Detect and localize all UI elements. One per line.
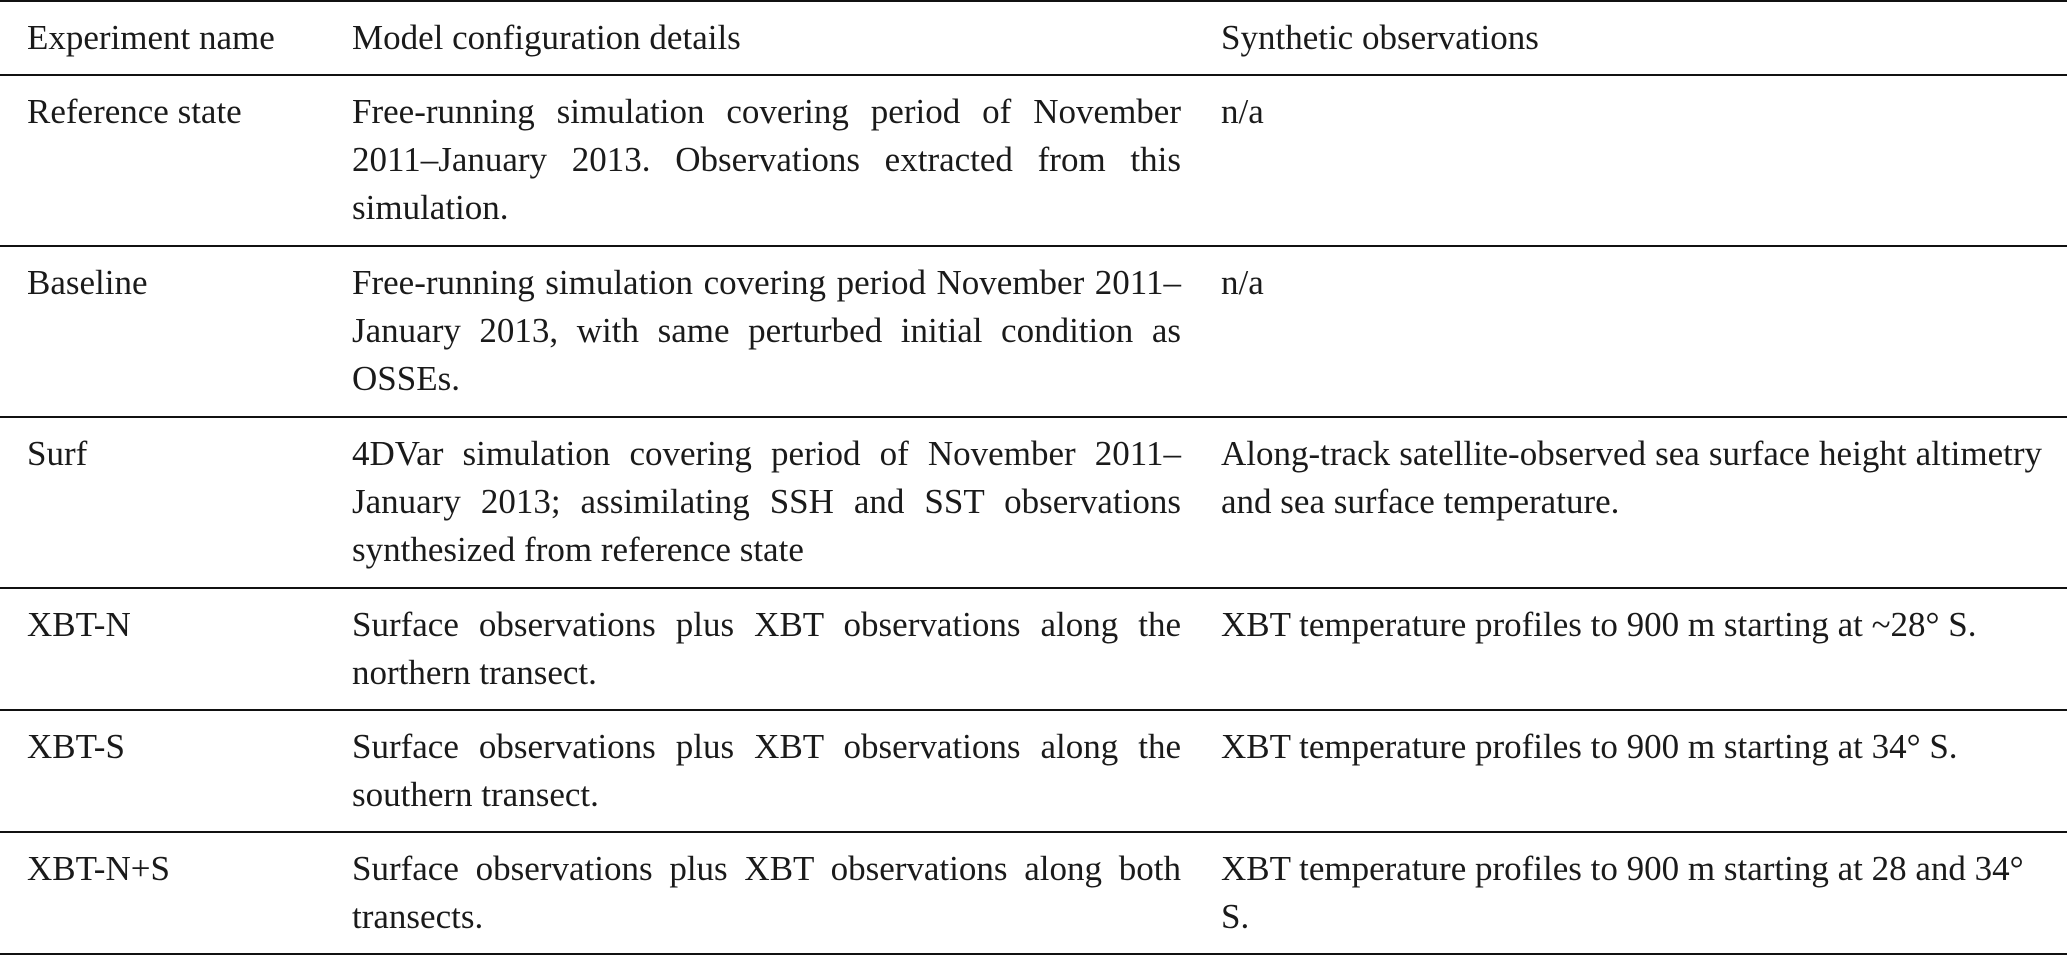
config-cell [352, 710, 1221, 832]
experiment-name-cell [0, 832, 352, 954]
config-text: Free-running simulation covering period November 2011–January 2013, with same perturbed initial condition as OSSEs. [352, 263, 1181, 398]
obs-cell [1221, 588, 2067, 710]
header-row [0, 1, 2067, 75]
table-row [0, 75, 2067, 246]
obs-cell [1221, 246, 2067, 417]
config-cell [352, 246, 1221, 417]
experiment-name-cell [0, 417, 352, 588]
experiment-name: XBT-N [27, 605, 131, 644]
config-text: Free-running simulation covering period of November 2011–January 2013. Observations extracted from this simulation. [352, 92, 1181, 227]
obs-text: XBT temperature profiles to 900 m starting at 28 and 34° S. [1221, 849, 2024, 936]
config-text: Surface observations plus XBT observations along the southern transect. [352, 727, 1181, 814]
table-row [0, 832, 2067, 954]
obs-cell [1221, 832, 2067, 954]
experiment-name-cell [0, 75, 352, 246]
obs-cell [1221, 75, 2067, 246]
obs-text: XBT temperature profiles to 900 m starting at 34° S. [1221, 727, 1958, 766]
experiment-name-cell [0, 588, 352, 710]
obs-cell [1221, 417, 2067, 588]
table-row [0, 710, 2067, 832]
obs-text: Along-track satellite-observed sea surface height altimetry and sea surface temperature. [1221, 434, 2042, 521]
experiment-name: XBT-N+S [27, 849, 170, 888]
obs-cell [1221, 710, 2067, 832]
obs-text: n/a [1221, 263, 1264, 302]
config-cell [352, 588, 1221, 710]
config-text: 4DVar simulation covering period of November 2011–January 2013; assimilating SSH and SST observations synthesized from reference state [352, 434, 1181, 569]
table-row [0, 246, 2067, 417]
config-cell [352, 832, 1221, 954]
table-row [0, 417, 2067, 588]
experiment-name: Baseline [27, 263, 148, 302]
obs-text: n/a [1221, 92, 1264, 131]
experiment-name-cell [0, 246, 352, 417]
experiment-name: XBT-S [27, 727, 125, 766]
table-row [0, 588, 2067, 710]
header-synthetic-observations: Synthetic observations [1221, 18, 1539, 57]
experiment-name-cell [0, 710, 352, 832]
header-experiment-name: Experiment name [27, 18, 275, 57]
config-text: Surface observations plus XBT observations along the northern transect. [352, 605, 1181, 692]
config-text: Surface observations plus XBT observations along both transects. [352, 849, 1181, 936]
header-model-configuration: Model configuration details [352, 18, 741, 57]
config-cell [352, 417, 1221, 588]
experiment-name: Surf [27, 434, 88, 473]
table-body [0, 75, 2067, 954]
obs-text: XBT temperature profiles to 900 m starting at ~28° S. [1221, 605, 1977, 644]
experiment-name: Reference state [27, 92, 242, 131]
table-header [0, 1, 2067, 75]
config-cell [352, 75, 1221, 246]
